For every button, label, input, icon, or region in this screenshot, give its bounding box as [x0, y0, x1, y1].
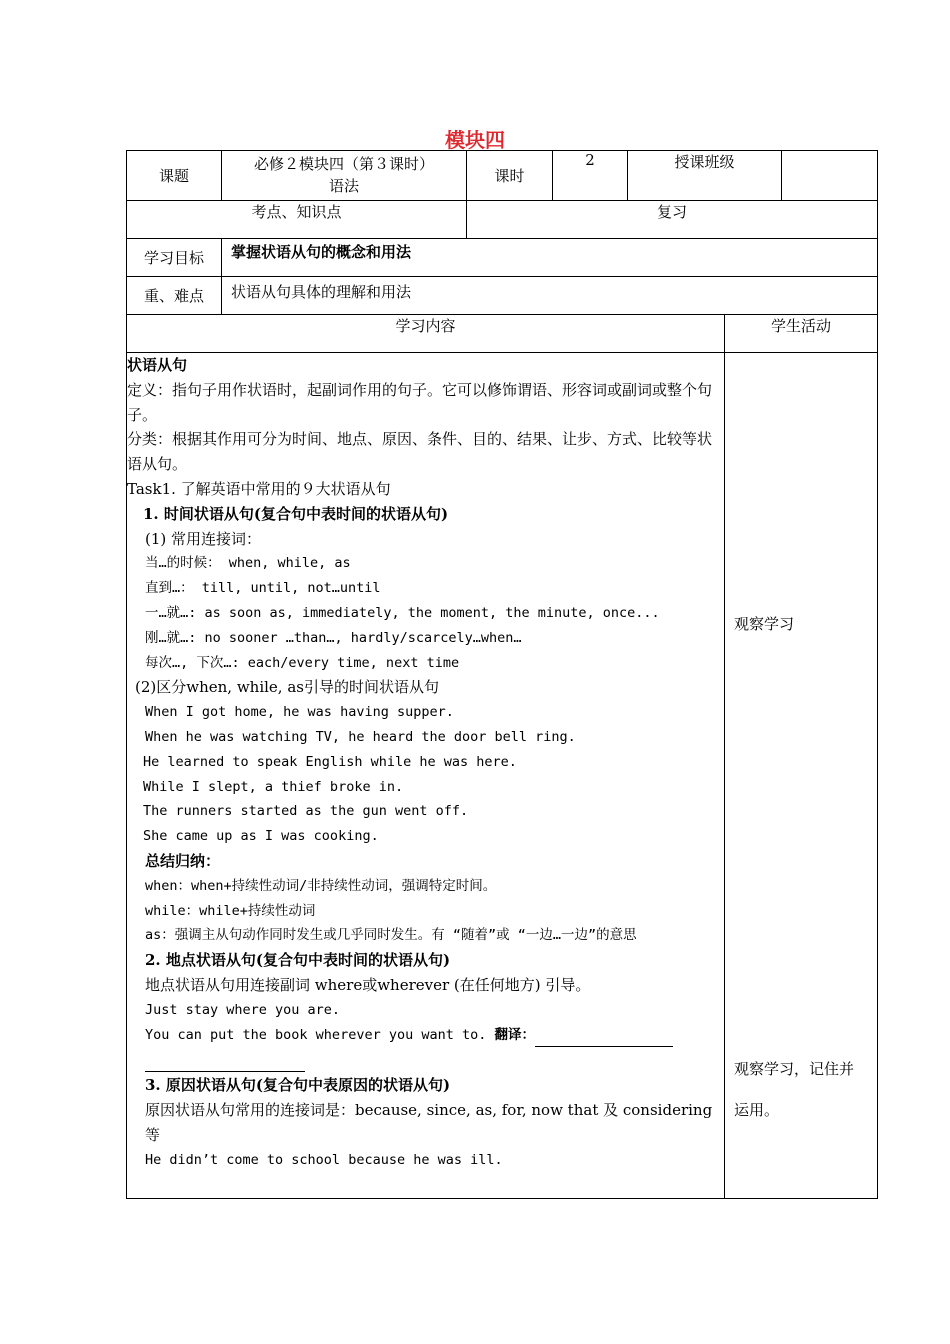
- hours-label: 课时: [467, 151, 553, 201]
- learning-content: [127, 353, 725, 1199]
- activity-header: 学生活动: [725, 315, 878, 353]
- reason-example: He didn’t come to school because he was ill.: [145, 1151, 503, 1168]
- knowledge-row: [127, 201, 878, 239]
- goal-label: 学习目标: [127, 239, 222, 277]
- example-sentence: When he was watching TV, he heard the door bell ring.: [145, 728, 576, 745]
- place-clause-desc: 地点状语从句用连接副词 where或wherever (在任何地方) 引导。: [145, 975, 591, 994]
- content-header-row: [127, 315, 878, 353]
- translation-blank-continued[interactable]: [145, 1055, 305, 1072]
- knowledge-label: 考点、知识点: [127, 201, 467, 239]
- conjunction-item: 直到…： till, until, not…until: [145, 580, 381, 597]
- topic-label: 课题: [127, 151, 222, 201]
- difficulty-row: [127, 277, 878, 315]
- page-title: 模块四: [445, 128, 505, 152]
- summary-item: when：when+持续性动词/非持续性动词，强调特定时间。: [145, 877, 497, 894]
- summary-title: 总结归纳：: [145, 851, 221, 870]
- example-sentence: He learned to speak English while he was here.: [143, 753, 517, 770]
- classification-text: 分类：根据其作用可分为时间、地点、原因、条件、目的、结果、让步、方式、比较等状语从句。: [127, 430, 713, 474]
- conjunction-item: 刚…就…: no sooner …than…, hardly/scarcely…when…: [145, 629, 522, 646]
- conjunction-subtitle: (1) 常用连接词：: [145, 529, 262, 548]
- goal-value: 掌握状语从句的概念和用法: [222, 239, 878, 277]
- conjunction-item: 每次…, 下次…: each/every time, next time: [145, 654, 460, 671]
- review-label: 复习: [467, 201, 878, 239]
- goal-row: [127, 239, 878, 277]
- activity-observe-apply: [734, 1049, 854, 1131]
- content-row: [127, 353, 878, 1199]
- place-example-translate: [127, 1023, 724, 1048]
- activity-observe-apply-line1: 观察学习，记住并: [734, 1060, 855, 1078]
- translation-blank[interactable]: [535, 1030, 673, 1047]
- place-clause-title: 2. 地点状语从句(复合句中表时间的状语从句): [145, 951, 451, 970]
- lesson-plan-table: [126, 150, 878, 1199]
- difficulty-label: 重、难点: [127, 277, 222, 315]
- topic-value-line2: 语法: [328, 177, 359, 195]
- class-label: 授课班级: [628, 151, 782, 201]
- place-example: Just stay where you are.: [145, 1001, 341, 1018]
- difficulty-value: 状语从句具体的理解和用法: [222, 277, 878, 315]
- student-activity: [725, 353, 878, 1199]
- example-sentence: The runners started as the gun went off.: [143, 803, 469, 820]
- example-sentence: While I slept, a thief broke in.: [143, 778, 404, 795]
- activity-observe: 观察学习: [734, 615, 795, 633]
- example-sentence: When I got home, he was having supper.: [145, 704, 454, 721]
- translation-blank-continued-row: [127, 1047, 724, 1067]
- header-row: [127, 151, 878, 201]
- time-clause-title: 1. 时间状语从句(复合句中表时间的状语从句): [143, 504, 449, 523]
- content-header: 学习内容: [127, 315, 725, 353]
- task1-text: Task1. 了解英语中常用的９大状语从句: [127, 479, 391, 498]
- summary-item: while：while+持续性动词: [145, 902, 316, 919]
- conjunction-item: 一…就…: as soon as, immediately, the moment, the minute, once...: [145, 604, 660, 621]
- section-heading: 状语从句: [127, 356, 188, 374]
- example-sentence: She came up as I was cooking.: [143, 828, 379, 845]
- conjunction-item: 当…的时候： when, while, as: [145, 555, 351, 572]
- definition-text: 定义：指句子用作状语时，起副词作用的句子。它可以修饰谓语、形容词或副词或整个句子。: [127, 380, 713, 424]
- summary-item: as：强调主从句动作同时发生或几乎同时发生。有 “随着”或 “一边…一边”的意思: [145, 927, 637, 944]
- reason-clause-desc: 原因状语从句常用的连接词是：because, since, as, for, now that 及 considering等: [145, 1101, 713, 1144]
- hours-value: 2: [553, 151, 628, 201]
- place-example-text: You can put the book wherever you want to.: [145, 1026, 487, 1043]
- distinguish-subtitle: (2)区分when, while, as引导的时间状语从句: [135, 678, 439, 697]
- activity-observe-apply-line2: 运用。: [734, 1101, 780, 1119]
- class-value: [782, 151, 878, 201]
- topic-value-line1: 必修２模块四（第３课时）: [253, 155, 434, 173]
- topic-value: [222, 151, 467, 201]
- reason-clause-title: 3. 原因状语从句(复合句中表原因的状语从句): [145, 1076, 451, 1095]
- translate-label: 翻译：: [494, 1026, 536, 1043]
